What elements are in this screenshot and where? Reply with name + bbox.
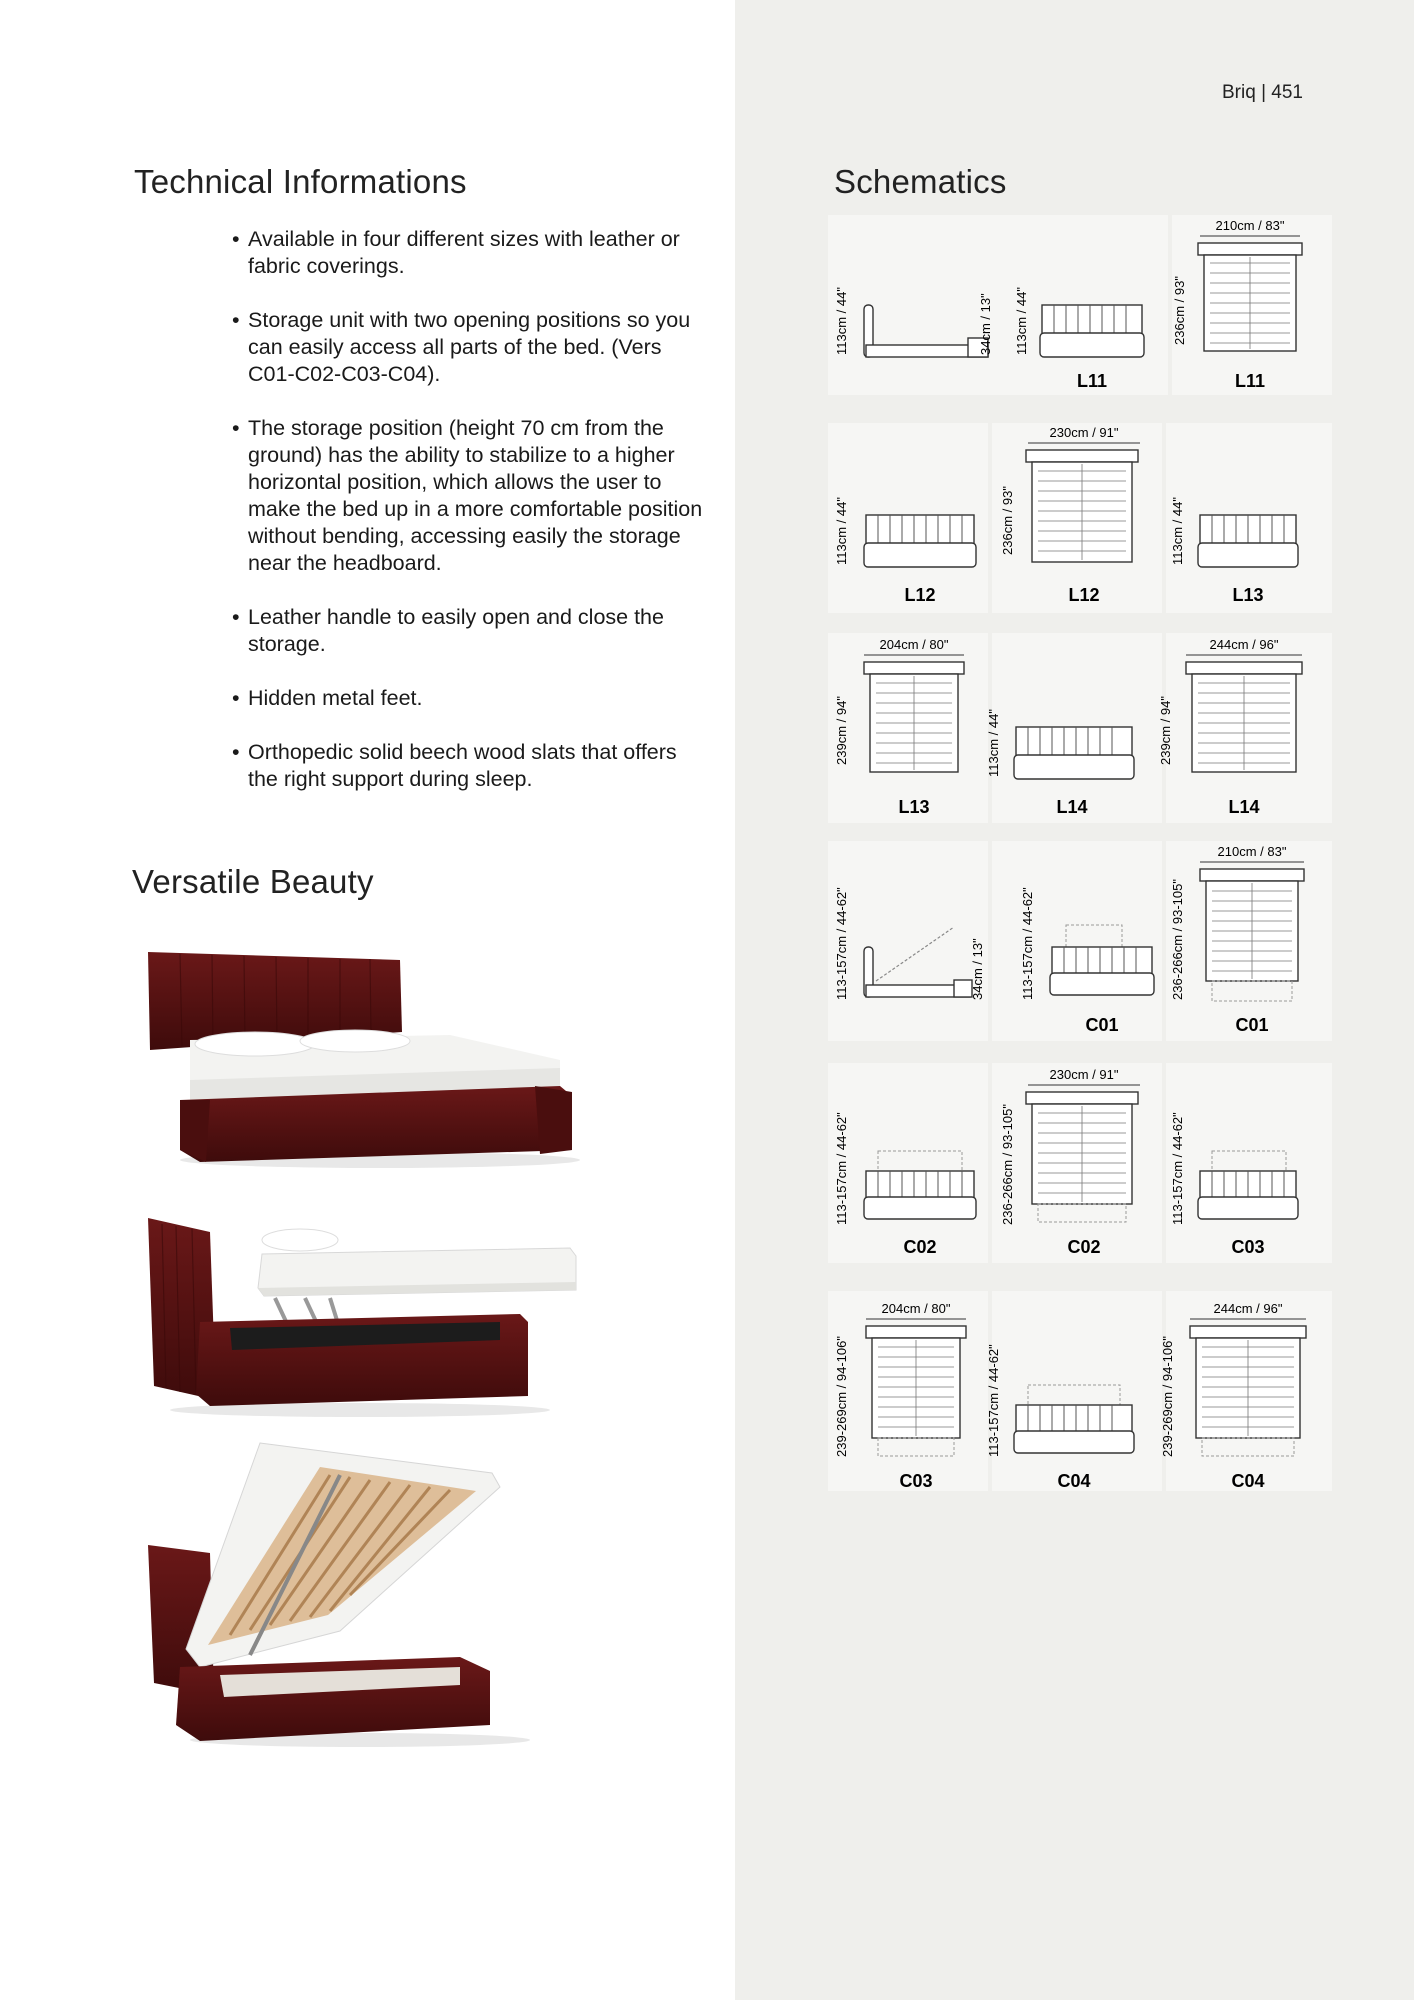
dim-label: 236cm / 93" bbox=[1000, 486, 1015, 555]
dim-label: 113cm / 44" bbox=[834, 497, 849, 565]
versatile-title: Versatile Beauty bbox=[132, 863, 374, 900]
bed-photo-lifted-horizontal bbox=[140, 1210, 580, 1420]
model-label: C03 bbox=[1231, 1237, 1265, 1257]
dim-label: 239-269cm / 94-106" bbox=[1160, 1336, 1175, 1457]
model-label: L11 bbox=[1076, 371, 1108, 391]
bullet-sizes: • Available in four different sizes with leather or fabric coverings. bbox=[232, 226, 712, 280]
model-label: L11 bbox=[1234, 371, 1266, 391]
model-label: L12 bbox=[904, 585, 936, 605]
dim-label: 204cm / 80" bbox=[879, 637, 949, 652]
schematics-grid bbox=[820, 205, 1340, 1525]
dim-label: 239cm / 94" bbox=[1158, 696, 1173, 765]
model-label: L14 bbox=[1056, 797, 1088, 817]
dim-label: 113-157cm / 44-62" bbox=[1020, 887, 1035, 1000]
dim-label: 113cm / 44" bbox=[834, 287, 849, 355]
dim-label: 236-266cm / 93-105" bbox=[1000, 1104, 1015, 1225]
dim-label: 113-157cm / 44-62" bbox=[834, 1112, 849, 1225]
dim-label: 210cm / 83" bbox=[1215, 218, 1285, 233]
dim-label: 34cm / 13" bbox=[978, 293, 993, 355]
model-label: C01 bbox=[1085, 1015, 1119, 1035]
technical-title: Technical Informations bbox=[134, 163, 467, 200]
bullet-hidden-feet: • Hidden metal feet. bbox=[232, 685, 712, 712]
dim-label: 230cm / 91" bbox=[1049, 1067, 1119, 1082]
model-label: L14 bbox=[1228, 797, 1260, 817]
model-label: C03 bbox=[899, 1471, 933, 1491]
model-label: L13 bbox=[898, 797, 930, 817]
dim-label: 113-157cm / 44-62" bbox=[986, 1344, 1001, 1457]
dim-label: 239-269cm / 94-106" bbox=[834, 1336, 849, 1457]
model-label: C01 bbox=[1235, 1015, 1269, 1035]
bullet-beech-slats: • Orthopedic solid beech wood slats that offers the right support during sleep. bbox=[232, 739, 712, 793]
bed-photo-lifted-tilted bbox=[140, 1435, 540, 1755]
technical-bullet-list bbox=[232, 226, 712, 820]
bullet-storage-positions: • Storage unit with two opening positions so you can easily access all parts of the bed. (Vers C01-C02-C03-C04). bbox=[232, 307, 712, 388]
dim-label: 210cm / 83" bbox=[1217, 844, 1287, 859]
dim-label: 239cm / 94" bbox=[834, 696, 849, 765]
dim-label: 244cm / 96" bbox=[1213, 1301, 1283, 1316]
model-label: C04 bbox=[1231, 1471, 1265, 1491]
dim-label: 244cm / 96" bbox=[1209, 637, 1279, 652]
bullet-leather-handle: • Leather handle to easily open and close the storage. bbox=[232, 604, 712, 658]
dim-label: 113cm / 44" bbox=[986, 709, 1001, 777]
dim-label: 236cm / 93" bbox=[1172, 276, 1187, 345]
dim-label: 113-157cm / 44-62" bbox=[834, 887, 849, 1000]
dim-label: 113cm / 44" bbox=[1170, 497, 1185, 565]
bed-photo-closed bbox=[140, 940, 580, 1170]
model-label: L12 bbox=[1068, 585, 1100, 605]
dim-label: 204cm / 80" bbox=[881, 1301, 951, 1316]
model-label: C02 bbox=[903, 1237, 937, 1257]
dim-label: 113cm / 44" bbox=[1014, 287, 1029, 355]
model-label: C04 bbox=[1057, 1471, 1091, 1491]
dim-label: 34cm / 13" bbox=[970, 938, 985, 1000]
model-label: C02 bbox=[1067, 1237, 1101, 1257]
dim-label: 236-266cm / 93-105" bbox=[1170, 879, 1185, 1000]
bullet-storage-height: • The storage position (height 70 cm from the ground) has the ability to stabilize to a higher horizontal position, which allows the user to make the bed up in a more comfortable position without bending, accessing easily the storage near the headboard. bbox=[232, 415, 712, 577]
schematics-title: Schematics bbox=[834, 163, 1007, 200]
dim-label: 113-157cm / 44-62" bbox=[1170, 1112, 1185, 1225]
model-label: L13 bbox=[1232, 585, 1264, 605]
dim-label: 230cm / 91" bbox=[1049, 425, 1119, 440]
page-label: Briq | 451 bbox=[1222, 82, 1303, 103]
